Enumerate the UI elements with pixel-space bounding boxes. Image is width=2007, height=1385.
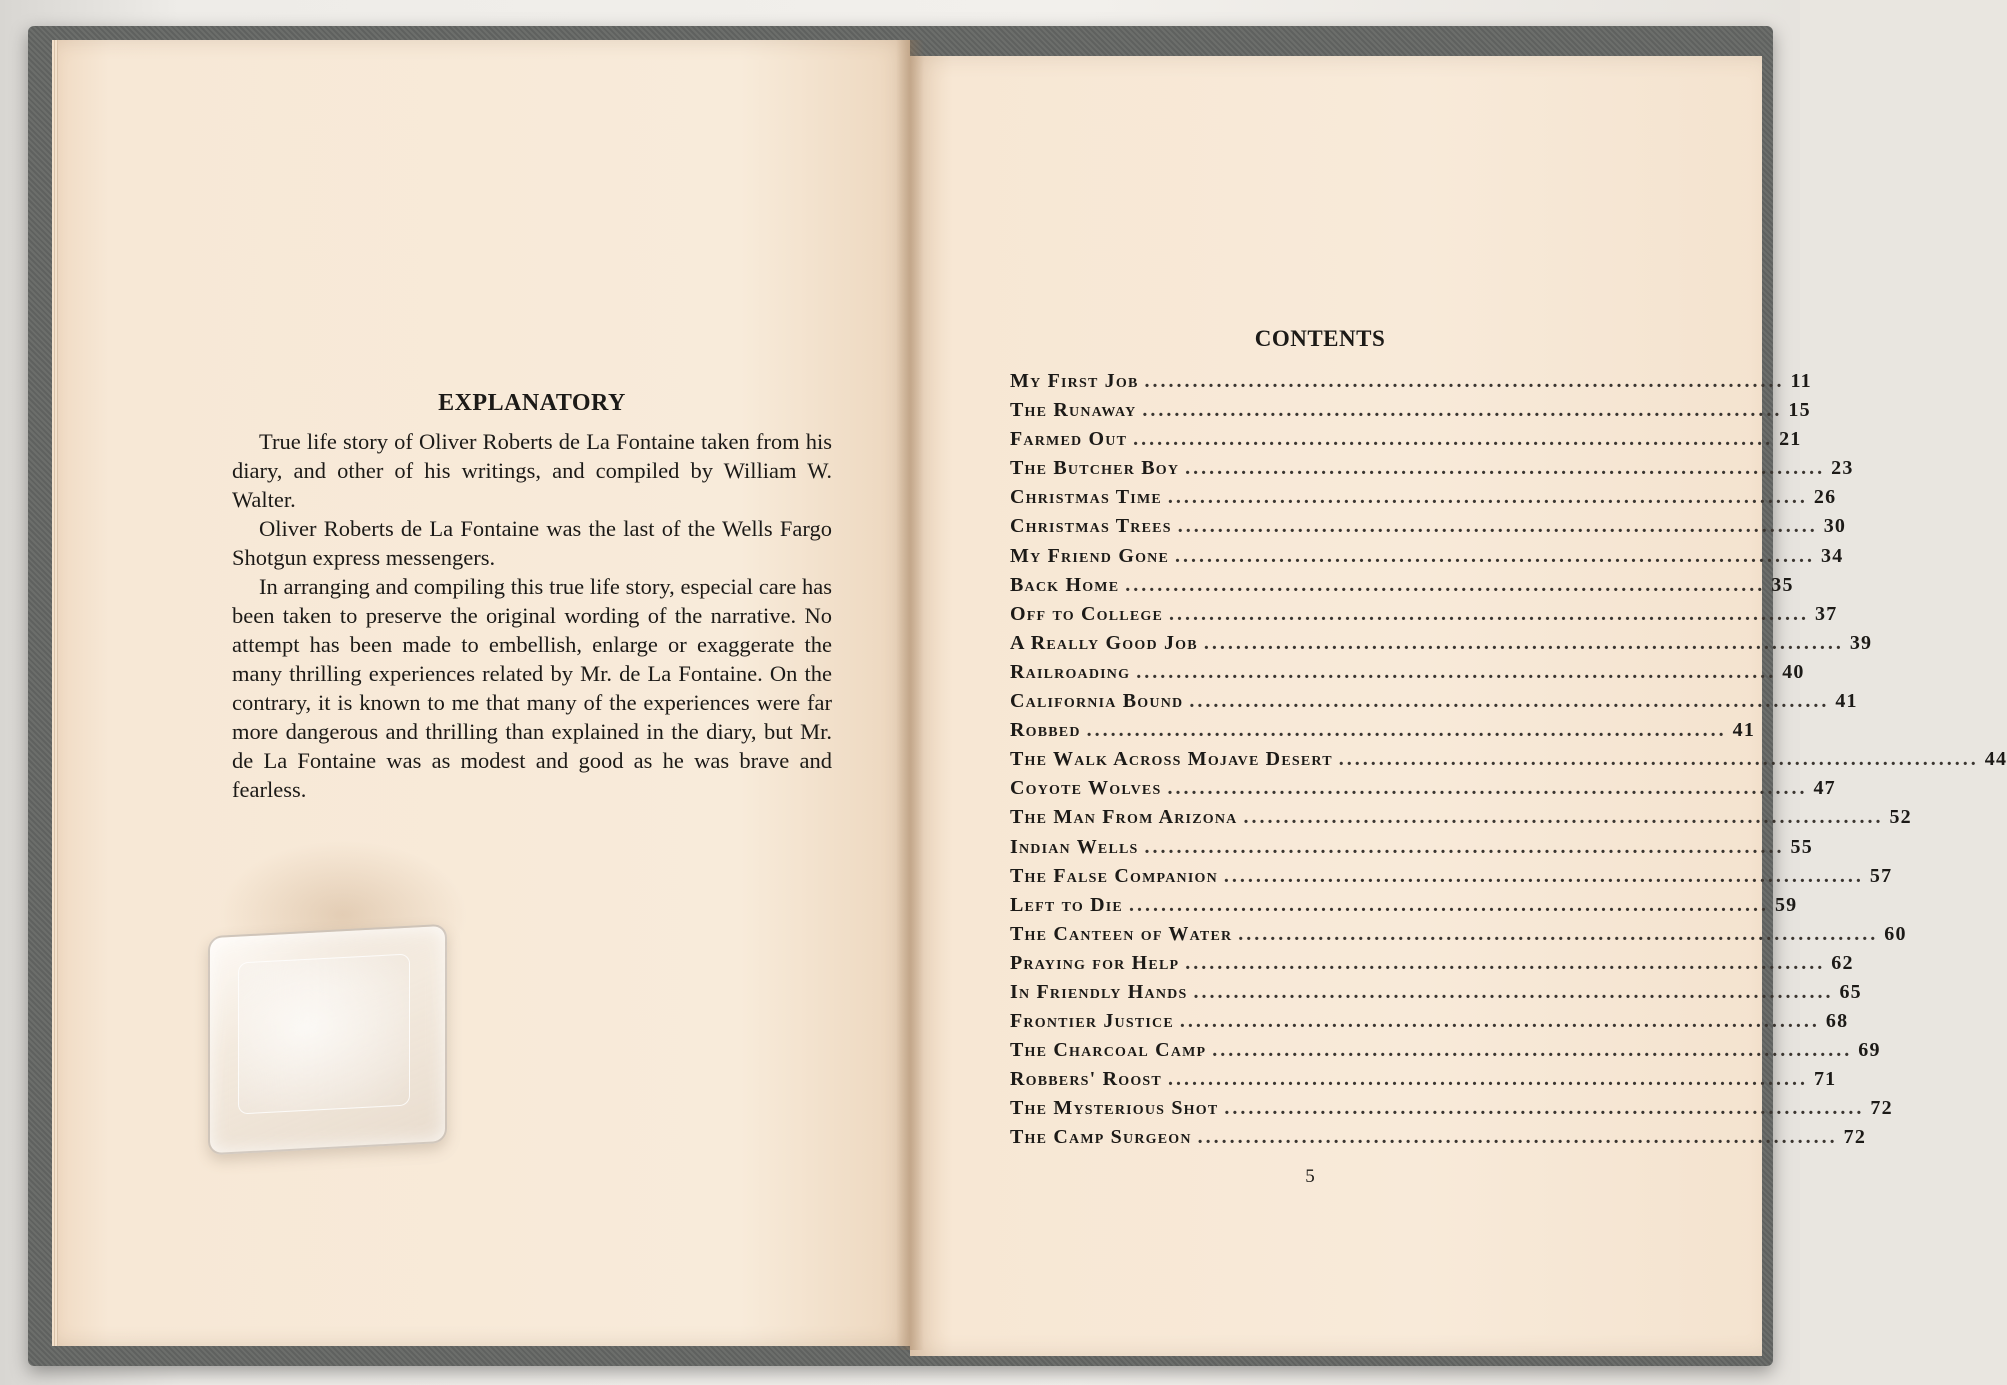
toc-entry	[1010, 370, 1812, 399]
toc-entry-title: My Friend Gone	[1010, 544, 1170, 567]
toc-entry-title: California Bound	[1010, 690, 1184, 713]
toc-leader-dots: ................................................................................	[1128, 893, 1769, 916]
glass-paperweight-highlight	[238, 953, 410, 1114]
toc-leader-dots: ................................................................................	[1189, 690, 1830, 713]
toc-leader-dots: ................................................................................	[1125, 573, 1766, 596]
toc-entry-title: Farmed Out	[1010, 428, 1128, 451]
toc-leader-dots: ................................................................................	[1136, 660, 1777, 683]
toc-leader-dots: ................................................................................	[1197, 1126, 1838, 1149]
toc-entry-page: 52	[1889, 806, 1912, 829]
page-number: 5	[1305, 1166, 1315, 1187]
toc-entry-page: 23	[1831, 457, 1854, 480]
toc-entry-page: 55	[1790, 835, 1813, 858]
toc-entry	[1010, 1010, 1849, 1039]
toc-entry-page: 11	[1790, 370, 1812, 392]
table-of-contents	[1010, 370, 2007, 1156]
toc-entry-page: 15	[1788, 399, 1811, 422]
toc-leader-dots: ................................................................................	[1086, 719, 1727, 742]
toc-entry-title: Robbed	[1010, 719, 1081, 742]
toc-entry	[1010, 893, 1798, 923]
toc-entry	[1010, 486, 1837, 515]
toc-leader-dots: ................................................................................	[1167, 1068, 1808, 1091]
toc-entry-page: 68	[1825, 1010, 1849, 1033]
toc-entry	[1010, 806, 1912, 835]
toc-entry	[1010, 1068, 1837, 1097]
toc-entry	[1010, 922, 1907, 952]
toc-entry-page: 30	[1823, 515, 1847, 538]
toc-entry	[1010, 748, 2007, 777]
explanatory-heading: EXPLANATORY	[438, 390, 626, 416]
toc-entry-title: A Really Good Job	[1010, 631, 1198, 654]
toc-entry-page: 72	[1843, 1126, 1867, 1149]
explanatory-section	[232, 390, 832, 804]
toc-entry-title: Railroading	[1010, 660, 1131, 683]
toc-entry	[1010, 602, 1838, 632]
toc-leader-dots: ................................................................................	[1179, 1010, 1820, 1033]
toc-entry-page: 69	[1858, 1039, 1881, 1062]
toc-entry-title: The Mysterious Shot	[1010, 1097, 1219, 1120]
toc-entry-title: Indian Wells	[1010, 835, 1139, 858]
toc-entry-title: Robbers' Roost	[1010, 1068, 1162, 1091]
toc-leader-dots: ................................................................................	[1144, 370, 1785, 392]
toc-entry-page: 62	[1831, 951, 1854, 974]
toc-entry	[1010, 1039, 1881, 1068]
toc-entry-page: 40	[1782, 660, 1805, 683]
toc-leader-dots: ................................................................................	[1142, 399, 1783, 422]
toc-entry-title: Off to College	[1010, 602, 1164, 625]
toc-entry-title: The Man From Arizona	[1010, 806, 1238, 829]
toc-entry	[1010, 457, 1854, 486]
toc-entry	[1010, 428, 1802, 457]
explanatory-paragraph: In arranging and compiling this true life story, especial care has been taken to preserve the original wording of the narrative. No attempt has been made to embellish, enlarge or exaggerate the many thrilling experiences related by Mr. de La Fontaine. On the contrary, it is known to me that many of the experiences were far more dangerous and thrilling than explained in the diary, but Mr. de La Fontaine was as modest and good as he was brave and fearless.	[232, 574, 832, 802]
toc-entry-page: 47	[1813, 777, 1836, 800]
toc-entry	[1010, 1126, 1867, 1155]
toc-entry	[1010, 573, 1794, 603]
toc-entry	[1010, 951, 1854, 981]
toc-entry-title: Back Home	[1010, 573, 1120, 596]
toc-entry	[1010, 777, 1836, 806]
toc-entry-page: 59	[1774, 893, 1798, 916]
toc-entry-title: The False Companion	[1010, 864, 1218, 887]
toc-entry-title: Coyote Wolves	[1010, 777, 1162, 800]
toc-entry-title: The Charcoal Camp	[1010, 1039, 1207, 1062]
toc-entry-title: The Runaway	[1010, 399, 1137, 422]
toc-leader-dots: ................................................................................	[1175, 544, 1816, 567]
toc-entry-title: Left to Die	[1010, 893, 1123, 916]
toc-entry-page: 71	[1813, 1068, 1837, 1091]
toc-entry	[1010, 399, 1811, 428]
toc-entry-page: 41	[1835, 690, 1858, 713]
toc-entry	[1010, 690, 1858, 719]
toc-entry-page: 37	[1815, 602, 1838, 625]
toc-entry-page: 26	[1813, 486, 1837, 509]
explanatory-paragraph: True life story of Oliver Roberts de La Fontaine taken from his diary, and other of his writings, and compiled by William W. Walter.	[232, 429, 832, 512]
toc-leader-dots: ................................................................................	[1238, 922, 1879, 945]
toc-leader-dots: ................................................................................	[1185, 951, 1826, 974]
toc-entry-title: In Friendly Hands	[1010, 980, 1188, 1003]
toc-leader-dots: ................................................................................	[1133, 428, 1774, 451]
toc-entry-page: 41	[1732, 719, 1756, 742]
toc-entry-page: 21	[1779, 428, 1802, 451]
toc-entry-page: 35	[1771, 573, 1794, 596]
toc-entry-title: My First Job	[1010, 370, 1139, 392]
toc-entry-title: The Camp Surgeon	[1010, 1126, 1192, 1149]
toc-leader-dots: ................................................................................	[1223, 864, 1864, 887]
toc-leader-dots: ................................................................................	[1177, 515, 1818, 538]
book-gutter	[896, 40, 924, 1350]
toc-leader-dots: ................................................................................	[1224, 1097, 1865, 1120]
toc-entry-title: Christmas Time	[1010, 486, 1162, 509]
toc-entry	[1010, 631, 1873, 661]
toc-entry-page: 65	[1839, 980, 1862, 1003]
contents-heading: CONTENTS	[1254, 326, 1386, 351]
toc-entry	[1010, 719, 1756, 748]
toc-leader-dots: ................................................................................	[1338, 748, 1979, 771]
toc-leader-dots: ................................................................................	[1167, 777, 1808, 800]
toc-entry	[1010, 515, 1847, 544]
toc-entry-page: 39	[1849, 631, 1873, 654]
explanatory-paragraph: Oliver Roberts de La Fontaine was the last of the Wells Fargo Shotgun express messengers.	[232, 516, 832, 570]
toc-entry-page: 72	[1870, 1097, 1893, 1120]
toc-leader-dots: ................................................................................	[1144, 835, 1785, 858]
toc-entry	[1010, 835, 1813, 865]
toc-entry-title: The Butcher Boy	[1010, 457, 1180, 480]
toc-entry-page: 34	[1821, 544, 1844, 567]
toc-leader-dots: ................................................................................	[1203, 631, 1844, 654]
toc-leader-dots: ................................................................................	[1212, 1039, 1853, 1062]
toc-leader-dots: ................................................................................	[1193, 980, 1834, 1003]
toc-leader-dots: ................................................................................	[1243, 806, 1884, 829]
toc-entry-page: 57	[1869, 864, 1893, 887]
toc-entry-title: The Canteen of Water	[1010, 922, 1233, 945]
toc-entry-title: The Walk Across Mojave Desert	[1010, 748, 1333, 771]
toc-leader-dots: ................................................................................	[1167, 486, 1808, 509]
toc-entry	[1010, 980, 1862, 1010]
toc-entry-title: Frontier Justice	[1010, 1010, 1174, 1033]
toc-entry	[1010, 864, 1893, 894]
toc-leader-dots: ................................................................................	[1169, 602, 1810, 625]
toc-entry-page: 44	[1984, 748, 2007, 771]
toc-entry	[1010, 660, 1805, 690]
toc-leader-dots: ................................................................................	[1185, 457, 1826, 480]
toc-entry-page: 60	[1884, 922, 1907, 945]
toc-entry-title: Praying for Help	[1010, 951, 1180, 974]
toc-entry	[1010, 544, 1844, 574]
toc-entry	[1010, 1097, 1893, 1126]
toc-entry-title: Christmas Trees	[1010, 515, 1172, 538]
